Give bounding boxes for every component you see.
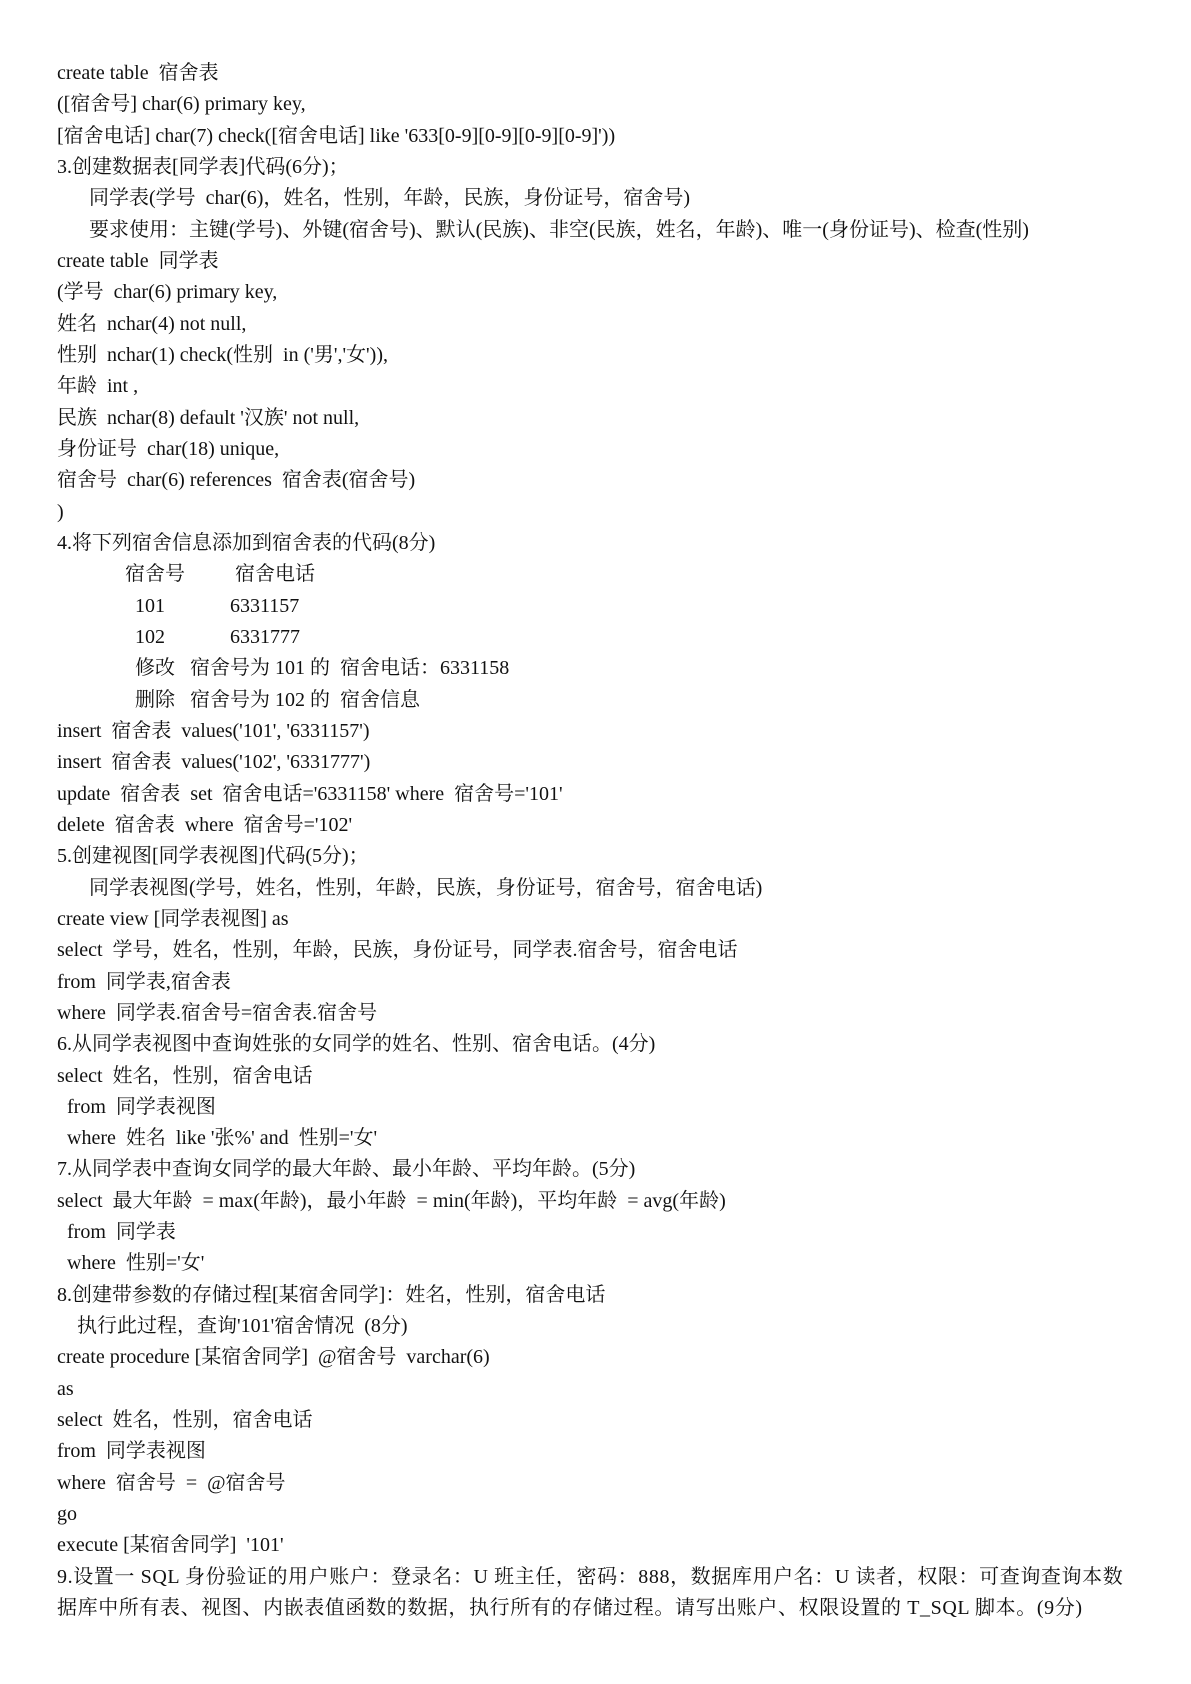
sql-line: [宿舍电话] char(7) check([宿舍电话] like '633[0-9][0-9][0-9][0-9]'))	[57, 124, 616, 147]
text-line: 姓名 nchar(4) not null,	[57, 312, 247, 335]
question-heading: 5.创建视图[同学表视图]代码(5分)；	[57, 845, 369, 868]
text-line: 102 6331777	[135, 625, 300, 648]
sql-line: select 姓名，性别，宿舍电话	[57, 1064, 313, 1087]
sql-line: ([宿舍号] char(6) primary key,	[57, 93, 306, 116]
text-line: 要求使用：主键(学号)、外键(宿舍号)、默认(民族)、非空(民族，姓名，年龄)、唯一(身份证号)、检查(性别)	[89, 218, 1029, 241]
text-line: 同学表视图(学号，姓名，性别，年龄，民族，身份证号，宿舍号，宿舍电话)	[89, 876, 763, 899]
text-line: 同学表(学号 char(6)，姓名，性别，年龄，民族，身份证号，宿舍号)	[89, 187, 691, 210]
text-line: 101 6331157	[135, 594, 300, 617]
sql-line: where 性别='女'	[67, 1252, 205, 1275]
sql-line: go	[57, 1503, 77, 1526]
sql-line: create procedure [某宿舍同学] @宿舍号 varchar(6)	[57, 1346, 490, 1369]
sql-line: create table 同学表	[57, 249, 219, 272]
sql-line: )	[57, 500, 64, 523]
question-heading: 3.创建数据表[同学表]代码(6分)；	[57, 155, 349, 178]
text-line: 性别 nchar(1) check(性别 in ('男','女')),	[57, 343, 388, 366]
question-heading: 6.从同学表视图中查询姓张的女同学的姓名、性别、宿舍电话。(4分)	[57, 1033, 656, 1056]
sql-line: execute [某宿舍同学] '101'	[57, 1534, 284, 1557]
sql-line: create view [同学表视图] as	[57, 907, 289, 930]
text-line: 修改 宿舍号为 101 的 宿舍电话：6331158	[135, 657, 510, 680]
sql-line: where 宿舍号 = @宿舍号	[57, 1471, 286, 1494]
sql-line: from 同学表	[67, 1221, 176, 1244]
sql-line: where 姓名 like '张%' and 性别='女'	[67, 1127, 378, 1150]
sql-line: as	[57, 1377, 74, 1400]
sql-line: insert 宿舍表 values('101', '6331157')	[57, 719, 370, 742]
sql-line: where 同学表.宿舍号=宿舍表.宿舍号	[57, 1001, 378, 1024]
sql-line: select 学号，姓名，性别，年龄，民族，身份证号，同学表.宿舍号，宿舍电话	[57, 939, 738, 962]
question-heading: 9.设置一 SQL 身份验证的用户账户：登录名：U 班主任，密码：888，数据库用户名：U 读者，权限：可查询查询本数据库中所有表、视图、内嵌表值函数的数据，执行所有的存储过程。请写出账户、权限设置的 T_SQL 脚本。(9分)	[57, 1565, 1124, 1620]
sql-line: select 最大年龄 = max(年龄)，最小年龄 = min(年龄)，平均年龄 = avg(年龄)	[57, 1189, 726, 1212]
text-line: 年龄 int ,	[57, 375, 139, 398]
question-heading: 8.创建带参数的存储过程[某宿舍同学]：姓名，性别，宿舍电话	[57, 1283, 606, 1306]
sql-line: from 同学表,宿舍表	[57, 970, 231, 993]
sql-line: from 同学表视图	[67, 1095, 216, 1118]
text-line: 身份证号 char(18) unique,	[57, 437, 280, 460]
text-line: 民族 nchar(8) default '汉族' not null,	[57, 406, 360, 429]
sql-line: create table 宿舍表	[57, 62, 219, 84]
text-line: 执行此过程，查询'101'宿舍情况 (8分)	[77, 1315, 408, 1338]
sql-line: select 姓名，性别，宿舍电话	[57, 1409, 313, 1432]
sql-line: delete 宿舍表 where 宿舍号='102'	[57, 813, 353, 836]
question-heading: 7.从同学表中查询女同学的最大年龄、最小年龄、平均年龄。(5分)	[57, 1158, 636, 1181]
sql-line: from 同学表视图	[57, 1440, 206, 1463]
sql-line: insert 宿舍表 values('102', '6331777')	[57, 751, 371, 774]
sql-line: (学号 char(6) primary key,	[57, 281, 278, 304]
question-heading: 4.将下列宿舍信息添加到宿舍表的代码(8分)	[57, 531, 436, 554]
text-line: 宿舍号 宿舍电话	[125, 563, 315, 586]
text-line: 删除 宿舍号为 102 的 宿舍信息	[135, 688, 420, 711]
sql-line: update 宿舍表 set 宿舍电话='6331158' where 宿舍号='101'	[57, 782, 563, 805]
text-line: 宿舍号 char(6) references 宿舍表(宿舍号)	[57, 469, 416, 492]
document-page	[57, 58, 1137, 1624]
